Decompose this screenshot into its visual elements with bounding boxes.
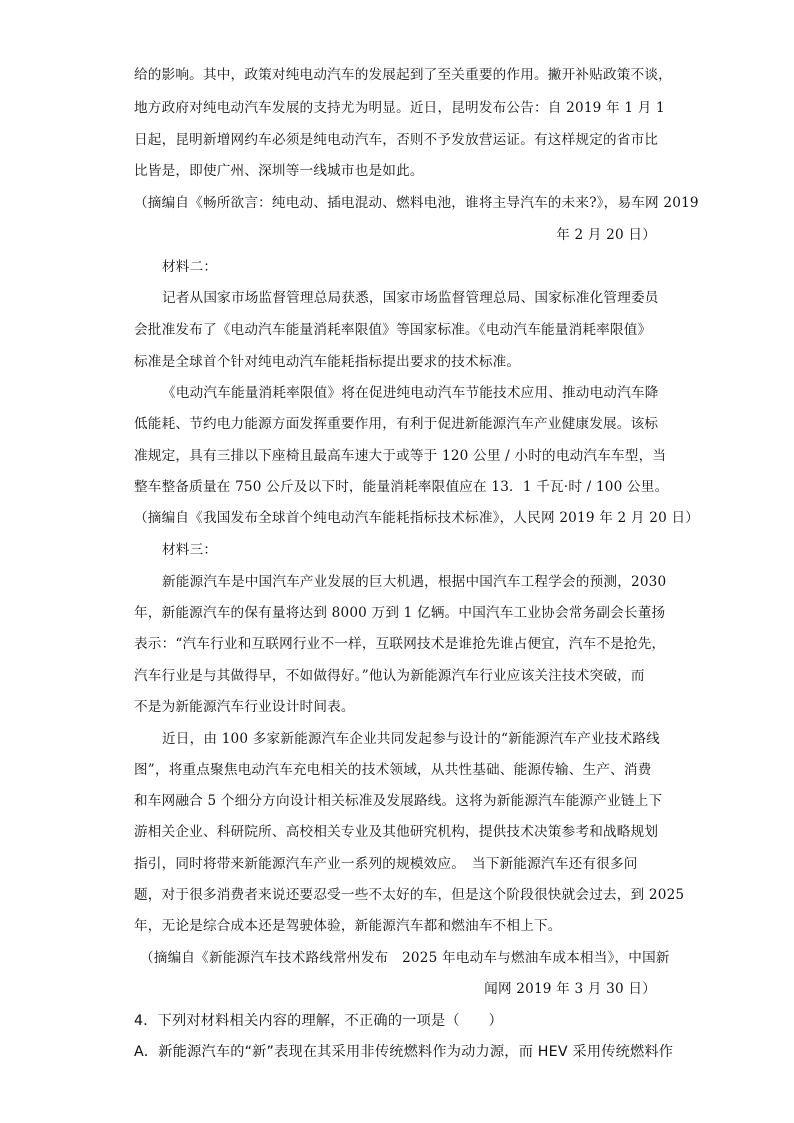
- text-line: 年，新能源汽车的保有量将达到 8000 万到 1 亿辆。中国汽车工业协会常务副会长董扬: [134, 605, 666, 621]
- text-line: 准规定，具有三排以下座椅且最高车速大于或等于 120 公里 / 小时的电动汽车车型，当: [134, 448, 667, 464]
- text-line: 汽车行业是与其做得早，不如做得好。”他认为新能源汽车行业应该关注技术突破，而: [134, 668, 645, 684]
- text-line: 日起，昆明新增网约车必须是纯电动汽车，否则不予发放营运证。有这样规定的省市比: [134, 132, 659, 148]
- text-line: 新能源汽车是中国汽车产业发展的巨大机遇，根据中国汽车工程学会的预测，2030: [162, 574, 667, 590]
- source-citation: （摘编自《我国发布全球首个纯电动汽车能耗指标技术标准》，人民网 2019 年 2 月 20 日）: [134, 510, 700, 526]
- text-line: 比皆是，即使广州、深圳等一线城市也是如此。: [134, 163, 424, 179]
- text-line: 表示：“汽车行业和互联网行业不一样，互联网技术是谁抢先谁占便宜，汽车不是抢先，: [134, 636, 666, 652]
- text-line: 和车网融合 5 个细分方向设计相关标准及发展路线。这将为新能源汽车能源产业链上下: [134, 793, 663, 809]
- text-line: 近日，由 100 多家新能源汽车企业共同发起参与设计的“新能源汽车产业技术路线: [162, 731, 660, 747]
- text-line: 低能耗、节约电力能源方面发挥重要作用，有利于促进新能源汽车产业健康发展。该标: [134, 416, 659, 432]
- section-heading-material-2: 材料二：: [162, 259, 218, 275]
- text-line: 不是为新能源汽车行业设计时间表。: [134, 699, 355, 715]
- question-option-a: A．新能源汽车的“新”表现在其采用非传统燃料作为动力源，而 HEV 采用传统燃料作: [134, 1044, 674, 1060]
- text-line: 年，无论是综合成本还是驾驶体验，新能源汽车都和燃油车不相上下。: [134, 918, 562, 934]
- text-line: 会批准发布了《电动汽车能量消耗率限值》等国家标准。《电动汽车能量消耗率限值》: [134, 322, 652, 338]
- text-line: 游相关企业、科研院所、高校相关专业及其他研究机构，提供技术决策参考和战略规划: [134, 824, 659, 840]
- source-citation: 年 2 月 20 日）: [556, 227, 656, 243]
- source-citation: 闻网 2019 年 3 月 30 日）: [484, 981, 656, 997]
- source-citation: （摘编自《新能源汽车技术路线常州发布 2025 年电动车与燃油车成本相当》，中国新: [140, 950, 670, 966]
- text-line: 整车整备质量在 750 公斤及以下时，能量消耗率限值应在 13．1 千瓦·时 / 100 公里。: [134, 479, 669, 495]
- text-line: 《电动汽车能量消耗率限值》将在促进纯电动汽车节能技术应用、推动电动汽车降: [162, 385, 659, 401]
- source-citation: （摘编自《畅所欲言：纯电动、插电混动、燃料电池，谁将主导汽车的未来?》，易车网 2019: [134, 195, 699, 211]
- text-line: 给的影响。其中，政策对纯电动汽车的发展起到了至关重要的作用。撇开补贴政策不谈，: [134, 67, 672, 83]
- text-line: 记者从国家市场监督管理总局获悉，国家市场监督管理总局、国家标准化管理委员: [162, 290, 659, 306]
- text-line: 指引，同时将带来新能源汽车产业一系列的规模效应。 当下新能源汽车还有很多问: [134, 856, 638, 872]
- text-line: 图”，将重点聚焦电动汽车充电相关的技术领域，从共性基础、能源传输、生产、消费: [134, 762, 652, 778]
- section-heading-material-3: 材料三：: [162, 542, 218, 558]
- question-stem: 4．下列对材料相关内容的理解，不正确的一项是（ ）: [134, 1013, 503, 1029]
- text-line: 地方政府对纯电动汽车发展的支持尤为明显。近日，昆明发布公告：自 2019 年 1 月 1: [134, 100, 665, 116]
- text-line: 标准是全球首个针对纯电动汽车能耗指标提出要求的技术标准。: [134, 354, 521, 370]
- text-line: 题，对于很多消费者来说还要忍受一些不太好的车，但是这个阶段很快就会过去，到 2025: [134, 887, 685, 903]
